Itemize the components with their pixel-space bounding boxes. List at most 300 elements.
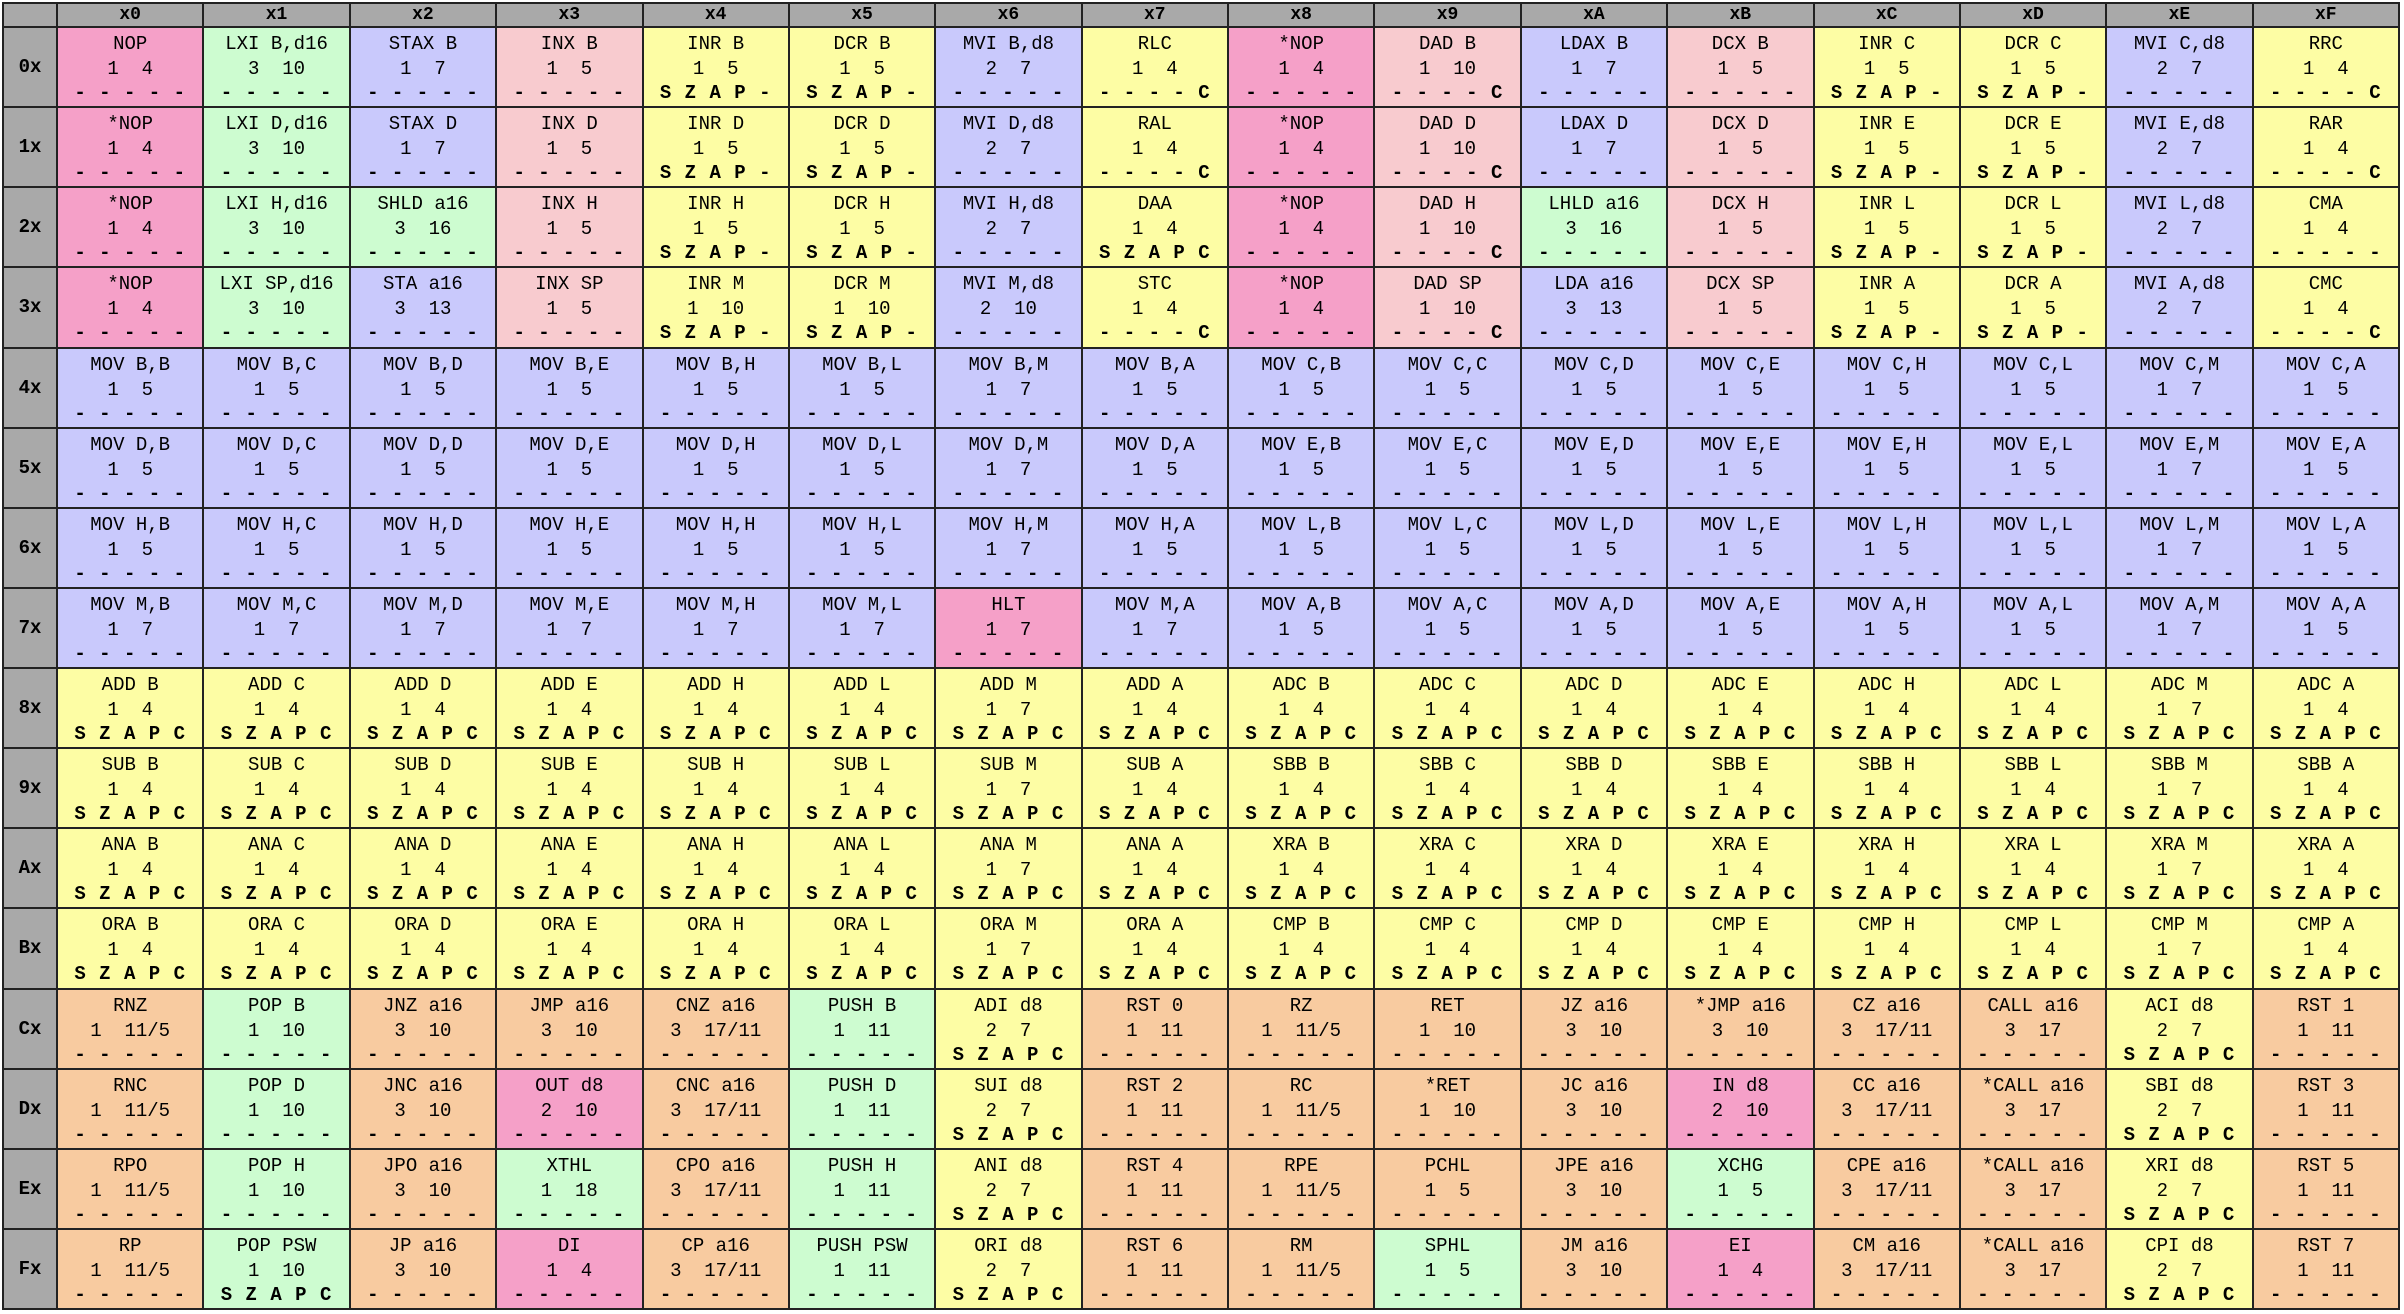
opcode-cell[interactable] <box>350 748 496 828</box>
opcode-cell[interactable] <box>935 107 1081 187</box>
opcode-cell[interactable] <box>1667 989 1813 1069</box>
opcode-cell[interactable] <box>350 668 496 748</box>
opcode-cell[interactable] <box>1814 267 1960 347</box>
flags: - - - - - <box>1684 562 1797 585</box>
opcode-cell[interactable] <box>203 1069 349 1149</box>
opcode-cell[interactable] <box>2106 828 2252 908</box>
opcode-cell[interactable] <box>789 908 935 988</box>
opcode-cell[interactable] <box>1082 668 1228 748</box>
opcode-cell[interactable] <box>1667 348 1813 428</box>
opcode-cell[interactable] <box>1521 908 1667 988</box>
opcode-cell[interactable] <box>2253 1069 2399 1149</box>
opcode-cell[interactable] <box>57 989 203 1069</box>
opcode-cell[interactable] <box>1082 1069 1228 1149</box>
opcode-cell[interactable] <box>935 1149 1081 1229</box>
opcode-cell[interactable] <box>1521 989 1667 1069</box>
opcode-cell[interactable] <box>203 1149 349 1229</box>
flags: S Z A P C <box>2123 1203 2236 1226</box>
opcode-cell[interactable] <box>1960 1149 2106 1229</box>
opcode-cell[interactable] <box>203 908 349 988</box>
opcode-cell[interactable] <box>1667 107 1813 187</box>
opcode-cell[interactable] <box>57 748 203 828</box>
opcode-cell[interactable] <box>1228 508 1374 588</box>
opcode-cell[interactable] <box>350 908 496 988</box>
opcode-cell[interactable] <box>350 428 496 508</box>
opcode-cell[interactable] <box>203 748 349 828</box>
opcode-cell[interactable] <box>1082 348 1228 428</box>
opcode-cell[interactable] <box>789 267 935 347</box>
opcode-cell[interactable] <box>203 27 349 107</box>
opcode-cell[interactable] <box>643 428 789 508</box>
opcode-cell[interactable] <box>2106 1069 2252 1149</box>
size-cycles: 1 4 <box>1863 859 1910 882</box>
opcode-cell[interactable] <box>789 748 935 828</box>
opcode-cell[interactable] <box>1960 187 2106 267</box>
opcode-cell[interactable] <box>1082 588 1228 668</box>
opcode-cell[interactable] <box>350 27 496 107</box>
opcode-cell[interactable] <box>496 27 642 107</box>
mnemonic: EI <box>1728 1234 1752 1257</box>
opcode-cell[interactable] <box>1374 908 1520 988</box>
opcode-cell[interactable] <box>1667 748 1813 828</box>
opcode-cell[interactable] <box>203 828 349 908</box>
opcode-cell[interactable] <box>1082 107 1228 187</box>
flags: - - - - - <box>1245 322 1357 345</box>
row-header: 2x <box>3 187 57 267</box>
opcode-cell[interactable] <box>789 508 935 588</box>
mnemonic: SBB B <box>1272 754 1330 777</box>
opcode-cell[interactable] <box>2106 668 2252 748</box>
opcode-cell[interactable] <box>2106 588 2252 668</box>
opcode-cell[interactable] <box>1521 187 1667 267</box>
opcode-cell[interactable] <box>1228 1069 1374 1149</box>
opcode-cell[interactable] <box>1521 428 1667 508</box>
flags: - - - - - <box>1977 1123 2089 1146</box>
mnemonic: ANA B <box>101 834 159 857</box>
opcode-cell[interactable] <box>789 1149 935 1229</box>
opcode-cell[interactable] <box>496 428 642 508</box>
opcode-cell[interactable] <box>1521 508 1667 588</box>
flags: - - - - - <box>2123 242 2236 265</box>
opcode-cell[interactable] <box>1228 588 1374 668</box>
opcode-cell[interactable] <box>350 989 496 1069</box>
opcode-cell[interactable] <box>350 267 496 347</box>
opcode-cell[interactable] <box>1082 828 1228 908</box>
opcode-cell[interactable] <box>496 908 642 988</box>
opcode-cell[interactable] <box>1228 428 1374 508</box>
opcode-cell[interactable] <box>1082 908 1228 988</box>
mnemonic: DCR L <box>2004 193 2062 216</box>
opcode-cell[interactable] <box>1960 989 2106 1069</box>
opcode-cell[interactable] <box>1667 27 1813 107</box>
opcode-cell[interactable] <box>2106 187 2252 267</box>
opcode-cell[interactable] <box>1082 187 1228 267</box>
opcode-cell[interactable] <box>1082 27 1228 107</box>
opcode-cell[interactable] <box>789 1069 935 1149</box>
opcode-cell[interactable] <box>1521 1149 1667 1229</box>
opcode-cell[interactable] <box>1960 508 2106 588</box>
opcode-cell[interactable] <box>2253 908 2399 988</box>
opcode-cell[interactable] <box>1814 107 1960 187</box>
opcode-cell[interactable] <box>1667 267 1813 347</box>
opcode-cell[interactable] <box>1960 428 2106 508</box>
opcode-cell[interactable] <box>1814 348 1960 428</box>
opcode-cell[interactable] <box>1667 1069 1813 1149</box>
opcode-cell[interactable] <box>1374 1229 1520 1309</box>
opcode-cell[interactable] <box>2106 1229 2252 1309</box>
opcode-cell[interactable] <box>2253 828 2399 908</box>
opcode-cell[interactable] <box>1521 748 1667 828</box>
opcode-cell[interactable] <box>2253 748 2399 828</box>
opcode-cell[interactable] <box>1521 348 1667 428</box>
opcode-cell[interactable] <box>935 588 1081 668</box>
opcode-cell[interactable] <box>496 107 642 187</box>
opcode-cell[interactable] <box>1960 1229 2106 1309</box>
mnemonic: SUB D <box>394 754 452 777</box>
opcode-cell[interactable] <box>935 668 1081 748</box>
opcode-cell[interactable] <box>935 1229 1081 1309</box>
opcode-cell[interactable] <box>1228 668 1374 748</box>
opcode-cell[interactable] <box>1374 27 1520 107</box>
opcode-cell[interactable] <box>57 1149 203 1229</box>
opcode-cell[interactable] <box>1667 1149 1813 1229</box>
opcode-cell[interactable] <box>935 828 1081 908</box>
opcode-cell[interactable] <box>643 588 789 668</box>
opcode-cell[interactable] <box>1228 1149 1374 1229</box>
opcode-cell[interactable] <box>203 588 349 668</box>
opcode-cell[interactable] <box>935 1069 1081 1149</box>
opcode-cell[interactable] <box>1814 187 1960 267</box>
opcode-cell[interactable] <box>789 668 935 748</box>
opcode-cell[interactable] <box>1814 668 1960 748</box>
flags: S Z A P C <box>2270 963 2382 986</box>
size-cycles: 1 7 <box>2156 939 2203 962</box>
opcode-cell[interactable] <box>1667 508 1813 588</box>
opcode-cell[interactable] <box>57 668 203 748</box>
size-cycles: 1 5 <box>1278 458 1324 481</box>
opcode-cell[interactable] <box>1082 989 1228 1069</box>
opcode-cell[interactable] <box>496 187 642 267</box>
opcode-cell[interactable] <box>789 27 935 107</box>
opcode-cell[interactable] <box>2253 508 2399 588</box>
flags: - - - - - <box>367 242 479 265</box>
opcode-cell[interactable] <box>789 828 935 908</box>
opcode-cell[interactable] <box>496 1069 642 1149</box>
opcode-cell[interactable] <box>57 187 203 267</box>
opcode-cell[interactable] <box>2106 989 2252 1069</box>
opcode-cell[interactable] <box>1374 348 1520 428</box>
opcode-cell[interactable] <box>1814 1069 1960 1149</box>
opcode-cell[interactable] <box>1374 1149 1520 1229</box>
opcode-cell[interactable] <box>350 1149 496 1229</box>
opcode-cell[interactable] <box>496 1149 642 1229</box>
opcode-cell[interactable] <box>1082 1149 1228 1229</box>
opcode-cell[interactable] <box>1667 1229 1813 1309</box>
opcode-cell[interactable] <box>2106 508 2252 588</box>
opcode-cell[interactable] <box>1374 428 1520 508</box>
opcode-cell[interactable] <box>57 508 203 588</box>
opcode-cell[interactable] <box>57 828 203 908</box>
mnemonic: SUI d8 <box>974 1074 1043 1097</box>
size-cycles: 1 5 <box>1717 378 1764 401</box>
flags: - - - - - <box>1245 482 1357 505</box>
opcode-cell[interactable] <box>935 27 1081 107</box>
opcode-cell[interactable] <box>1374 828 1520 908</box>
opcode-cell[interactable] <box>1814 748 1960 828</box>
flags: - - - - - <box>1391 482 1504 505</box>
mnemonic: JPE a16 <box>1554 1154 1634 1177</box>
opcode-cell[interactable] <box>1374 508 1520 588</box>
opcode-cell[interactable] <box>935 348 1081 428</box>
opcode-cell[interactable] <box>1960 748 2106 828</box>
opcode-cell[interactable] <box>2106 428 2252 508</box>
opcode-cell[interactable] <box>643 908 789 988</box>
opcode-cell[interactable] <box>643 748 789 828</box>
opcode-cell[interactable] <box>1374 187 1520 267</box>
opcode-cell[interactable] <box>1374 748 1520 828</box>
opcode-cell[interactable] <box>57 27 203 107</box>
opcode-cell[interactable] <box>1814 908 1960 988</box>
opcode-cell[interactable] <box>789 348 935 428</box>
opcode-cell[interactable] <box>496 267 642 347</box>
mnemonic: MOV D,L <box>822 433 902 456</box>
opcode-cell[interactable] <box>350 187 496 267</box>
opcode-cell[interactable] <box>1228 27 1374 107</box>
opcode-cell[interactable] <box>1814 428 1960 508</box>
opcode-cell[interactable] <box>1228 348 1374 428</box>
opcode-cell[interactable] <box>1667 187 1813 267</box>
opcode-cell[interactable] <box>1521 668 1667 748</box>
opcode-cell[interactable] <box>935 267 1081 347</box>
size-cycles: 1 4 <box>692 779 739 802</box>
opcode-cell[interactable] <box>1228 187 1374 267</box>
opcode-cell[interactable] <box>2106 27 2252 107</box>
opcode-cell[interactable] <box>1814 27 1960 107</box>
opcode-cell[interactable] <box>789 989 935 1069</box>
opcode-cell[interactable] <box>935 748 1081 828</box>
opcode-cell[interactable] <box>496 989 642 1069</box>
opcode-cell[interactable] <box>57 1069 203 1149</box>
opcode-cell[interactable] <box>643 187 789 267</box>
opcode-cell[interactable] <box>1082 428 1228 508</box>
opcode-cell[interactable] <box>643 1149 789 1229</box>
opcode-cell[interactable] <box>203 668 349 748</box>
opcode-cell[interactable] <box>789 428 935 508</box>
opcode-cell[interactable] <box>789 107 935 187</box>
mnemonic: MVI E,d8 <box>2133 113 2226 136</box>
flags: S Z A P - <box>1977 82 2089 104</box>
opcode-cell[interactable] <box>1814 508 1960 588</box>
opcode-cell[interactable] <box>643 1229 789 1309</box>
opcode-cell[interactable] <box>935 187 1081 267</box>
opcode-cell[interactable] <box>57 107 203 187</box>
opcode-cell[interactable] <box>1374 267 1520 347</box>
opcode-cell[interactable] <box>1521 828 1667 908</box>
opcode-cell[interactable] <box>935 989 1081 1069</box>
opcode-cell[interactable] <box>935 428 1081 508</box>
opcode-cell[interactable] <box>2253 267 2399 347</box>
opcode-cell[interactable] <box>2253 27 2399 107</box>
size-cycles: 1 5 <box>1571 618 1617 641</box>
opcode-cell[interactable] <box>1960 27 2106 107</box>
size-cycles: 1 11 <box>833 1019 891 1042</box>
mnemonic: MOV B,B <box>90 353 171 376</box>
opcode-cell[interactable] <box>643 348 789 428</box>
opcode-cell[interactable] <box>1374 107 1520 187</box>
opcode-cell[interactable] <box>1521 27 1667 107</box>
opcode-cell[interactable] <box>1228 989 1374 1069</box>
opcode-cell[interactable] <box>1228 908 1374 988</box>
opcode-cell[interactable] <box>1228 267 1374 347</box>
opcode-cell[interactable] <box>643 828 789 908</box>
opcode-cell[interactable] <box>935 908 1081 988</box>
opcode-cell[interactable] <box>789 187 935 267</box>
opcode-cell[interactable] <box>350 348 496 428</box>
flags: S Z A P C <box>1245 723 1357 745</box>
opcode-cell[interactable] <box>1521 588 1667 668</box>
mnemonic: *NOP <box>1278 193 1324 216</box>
opcode-cell[interactable] <box>203 508 349 588</box>
opcode-cell[interactable] <box>643 107 789 187</box>
opcode-cell[interactable] <box>2253 1229 2399 1309</box>
opcode-cell[interactable] <box>2106 1149 2252 1229</box>
opcode-cell[interactable] <box>1960 348 2106 428</box>
opcode-cell[interactable] <box>1228 828 1374 908</box>
opcode-cell[interactable] <box>496 588 642 668</box>
opcode-cell[interactable] <box>57 588 203 668</box>
opcode-cell[interactable] <box>496 348 642 428</box>
opcode-cell[interactable] <box>496 1229 642 1309</box>
opcode-cell[interactable] <box>1667 588 1813 668</box>
opcode-cell[interactable] <box>203 107 349 187</box>
opcode-cell[interactable] <box>1082 508 1228 588</box>
opcode-cell[interactable] <box>1082 267 1228 347</box>
opcode-cell[interactable] <box>1521 1069 1667 1149</box>
opcode-cell[interactable] <box>2106 107 2252 187</box>
opcode-cell[interactable] <box>2106 908 2252 988</box>
opcode-cell[interactable] <box>1667 908 1813 988</box>
flags: - - - - - <box>659 1043 772 1066</box>
opcode-cell[interactable] <box>203 267 349 347</box>
opcode-cell[interactable] <box>643 1069 789 1149</box>
opcode-cell[interactable] <box>643 668 789 748</box>
mnemonic: PUSH B <box>827 994 897 1017</box>
opcode-cell[interactable] <box>1374 668 1520 748</box>
opcode-cell[interactable] <box>57 908 203 988</box>
opcode-cell[interactable] <box>1814 1149 1960 1229</box>
mnemonic: RST 2 <box>1126 1074 1184 1097</box>
opcode-cell[interactable] <box>1521 267 1667 347</box>
opcode-cell[interactable] <box>789 1229 935 1309</box>
opcode-cell[interactable] <box>1667 828 1813 908</box>
opcode-cell[interactable] <box>2253 989 2399 1069</box>
opcode-cell[interactable] <box>643 989 789 1069</box>
opcode-cell[interactable] <box>350 1069 496 1149</box>
opcode-cell[interactable] <box>203 348 349 428</box>
opcode-cell[interactable] <box>1960 588 2106 668</box>
opcode-cell[interactable] <box>2253 107 2399 187</box>
opcode-cell[interactable] <box>57 267 203 347</box>
size-cycles: 1 5 <box>2010 138 2056 161</box>
opcode-cell[interactable] <box>1667 668 1813 748</box>
opcode-cell[interactable] <box>203 187 349 267</box>
opcode-cell[interactable] <box>496 828 642 908</box>
opcode-cell[interactable] <box>496 508 642 588</box>
opcode-cell[interactable] <box>203 1229 349 1309</box>
flags: - - - - - <box>220 82 333 104</box>
opcode-cell[interactable] <box>203 428 349 508</box>
opcode-cell[interactable] <box>1374 989 1520 1069</box>
opcode-cell[interactable] <box>2106 748 2252 828</box>
flags: - - - - C <box>2270 322 2382 345</box>
opcode-cell[interactable] <box>2253 428 2399 508</box>
opcode-cell[interactable] <box>1082 748 1228 828</box>
opcode-cell[interactable] <box>1960 828 2106 908</box>
mnemonic: CMP B <box>1272 914 1330 937</box>
opcode-cell[interactable] <box>643 508 789 588</box>
opcode-cell[interactable] <box>1960 267 2106 347</box>
opcode-cell[interactable] <box>57 428 203 508</box>
opcode-cell[interactable] <box>1374 1069 1520 1149</box>
opcode-cell[interactable] <box>1960 107 2106 187</box>
size-cycles: 1 5 <box>692 138 739 161</box>
mnemonic: STAX B <box>388 33 458 55</box>
opcode-cell[interactable] <box>1814 588 1960 668</box>
opcode-cell[interactable] <box>2253 1149 2399 1229</box>
size-cycles: 1 4 <box>692 939 739 962</box>
opcode-cell[interactable] <box>57 348 203 428</box>
opcode-cell[interactable] <box>2253 348 2399 428</box>
opcode-cell[interactable] <box>2253 187 2399 267</box>
opcode-cell[interactable] <box>350 107 496 187</box>
opcode-cell[interactable] <box>643 27 789 107</box>
opcode-cell[interactable] <box>1960 1069 2106 1149</box>
opcode-row <box>3 668 2399 748</box>
opcode-cell[interactable] <box>1228 1229 1374 1309</box>
opcode-cell[interactable] <box>2106 348 2252 428</box>
opcode-cell[interactable] <box>350 828 496 908</box>
opcode-cell[interactable] <box>1814 1229 1960 1309</box>
opcode-cell[interactable] <box>1960 908 2106 988</box>
opcode-cell[interactable] <box>1667 428 1813 508</box>
opcode-cell[interactable] <box>789 588 935 668</box>
opcode-cell[interactable] <box>496 668 642 748</box>
opcode-cell[interactable] <box>350 588 496 668</box>
opcode-cell[interactable] <box>1374 588 1520 668</box>
opcode-cell[interactable] <box>1521 107 1667 187</box>
opcode-cell[interactable] <box>1960 668 2106 748</box>
opcode-cell[interactable] <box>350 508 496 588</box>
opcode-cell[interactable] <box>57 1229 203 1309</box>
size-cycles: 1 4 <box>2303 859 2349 882</box>
opcode-cell[interactable] <box>1228 107 1374 187</box>
flags: S Z A P C <box>806 723 918 745</box>
opcode-cell[interactable] <box>2106 267 2252 347</box>
opcode-cell[interactable] <box>203 989 349 1069</box>
opcode-cell[interactable] <box>350 1229 496 1309</box>
opcode-cell[interactable] <box>2253 588 2399 668</box>
opcode-cell[interactable] <box>1814 989 1960 1069</box>
opcode-cell[interactable] <box>935 508 1081 588</box>
opcode-cell[interactable] <box>1521 1229 1667 1309</box>
opcode-cell[interactable] <box>2253 668 2399 748</box>
opcode-cell[interactable] <box>1228 748 1374 828</box>
size-cycles: 1 10 <box>248 1099 306 1122</box>
opcode-cell[interactable] <box>643 267 789 347</box>
opcode-cell[interactable] <box>496 748 642 828</box>
opcode-cell[interactable] <box>1082 1229 1228 1309</box>
opcode-cell[interactable] <box>1814 828 1960 908</box>
